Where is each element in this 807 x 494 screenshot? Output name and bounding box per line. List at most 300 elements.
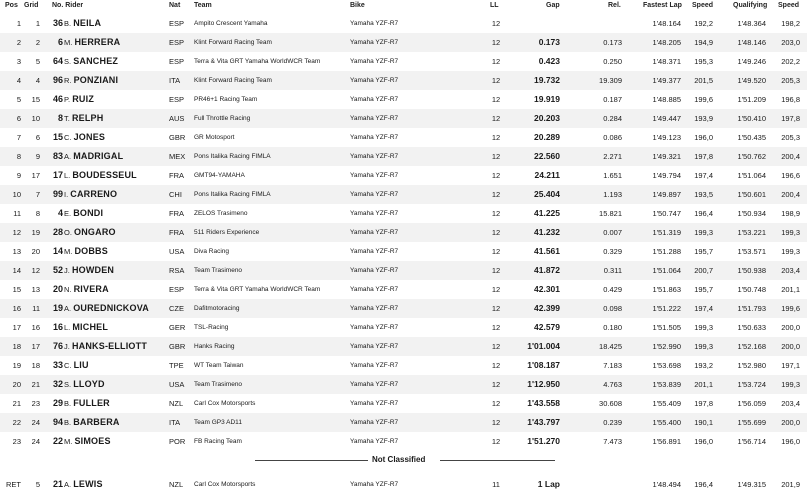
nat-cell: ESP xyxy=(169,285,185,294)
rider-initial: J. xyxy=(64,266,70,275)
rider-number-cell: 36 xyxy=(52,18,63,28)
table-row xyxy=(0,475,807,494)
qualifying-speed-cell: 199,3 xyxy=(781,247,800,256)
header-speed: Speed xyxy=(692,2,714,9)
grid-cell: 2 xyxy=(35,38,40,47)
speed-cell: 201,5 xyxy=(694,76,713,85)
speed-cell: 196,0 xyxy=(694,133,713,142)
rider-initial: L. xyxy=(64,171,71,180)
rider-surname: LEWIS xyxy=(73,479,103,489)
qualifying-speed-cell: 197,1 xyxy=(781,361,800,370)
rider-surname: SANCHEZ xyxy=(73,56,119,66)
fastest-lap-cell: 1'49.123 xyxy=(652,133,681,142)
nat-cell: TPE xyxy=(169,361,184,370)
laps-led-cell: 12 xyxy=(491,57,501,66)
rider-name-cell xyxy=(64,398,110,409)
speed-cell: 199,3 xyxy=(694,228,713,237)
rel-cell: 0.086 xyxy=(603,133,622,142)
pos-cell: 17 xyxy=(12,323,21,332)
rider-name-cell xyxy=(64,417,120,428)
nat-cell: CZE xyxy=(169,304,184,313)
gap-cell: 1'01.004 xyxy=(527,341,560,351)
gap-cell: 24.211 xyxy=(534,170,560,180)
fastest-lap-cell: 1'49.321 xyxy=(652,152,681,161)
speed-cell: 200,7 xyxy=(694,266,713,275)
table-row xyxy=(0,90,807,109)
speed-cell: 190,1 xyxy=(694,418,713,427)
fastest-lap-cell: 1'48.371 xyxy=(652,57,681,66)
table-row xyxy=(0,185,807,204)
pos-cell: 9 xyxy=(16,171,21,180)
qualifying-speed-cell: 205,3 xyxy=(781,76,800,85)
qualifying-cell: 1'50.934 xyxy=(737,209,766,218)
qualifying-speed-cell: 196,6 xyxy=(781,171,800,180)
bike-cell: Yamaha YZF-R7 xyxy=(350,134,399,141)
fastest-lap-cell: 1'53.839 xyxy=(652,380,681,389)
rider-number-cell: 20 xyxy=(52,284,63,294)
team-cell: Klint Forward Racing Team xyxy=(194,77,272,84)
rider-initial: M. xyxy=(64,38,73,47)
qualifying-speed-cell: 196,0 xyxy=(781,437,800,446)
table-row xyxy=(0,14,807,33)
bike-cell: Yamaha YZF-R7 xyxy=(350,438,399,445)
rider-number-cell: 83 xyxy=(52,151,63,161)
bike-cell: Yamaha YZF-R7 xyxy=(350,362,399,369)
grid-cell: 17 xyxy=(31,342,40,351)
pos-cell: 15 xyxy=(12,285,21,294)
rider-initial: N. xyxy=(64,285,72,294)
speed-cell: 193,2 xyxy=(694,361,713,370)
qualifying-cell: 1'55.699 xyxy=(737,418,766,427)
fastest-lap-cell: 1'51.319 xyxy=(652,228,681,237)
rider-name-cell xyxy=(64,132,105,143)
fastest-lap-cell: 1'51.288 xyxy=(652,247,681,256)
fastest-lap-cell: 1'53.698 xyxy=(652,361,681,370)
rel-cell: 18.425 xyxy=(599,342,622,351)
bike-cell: Yamaha YZF-R7 xyxy=(350,400,399,407)
rel-cell: 1.651 xyxy=(603,171,622,180)
rider-surname: LIU xyxy=(73,360,89,370)
bike-cell: Yamaha YZF-R7 xyxy=(350,39,399,46)
bike-cell: Yamaha YZF-R7 xyxy=(350,286,399,293)
qualifying-cell: 1'51.209 xyxy=(737,95,766,104)
nat-cell: GBR xyxy=(169,133,186,142)
header-nat: Nat xyxy=(169,2,181,9)
rel-cell: 0.187 xyxy=(603,95,622,104)
team-cell: PR46+1 Racing Team xyxy=(194,96,258,103)
fastest-lap-cell: 1'51.064 xyxy=(652,266,681,275)
table-row xyxy=(0,128,807,147)
rider-surname: MADRIGAL xyxy=(73,151,124,161)
bike-cell: Yamaha YZF-R7 xyxy=(350,343,399,350)
header-bike: Bike xyxy=(350,2,365,9)
qualifying-speed-cell: 199,3 xyxy=(781,380,800,389)
rel-cell: 19.309 xyxy=(599,76,622,85)
grid-cell: 4 xyxy=(35,76,40,85)
header-no-rider: No. Rider xyxy=(52,2,84,9)
not-classified-label: Not Classified xyxy=(372,455,426,464)
team-cell: Terra & Vita GRT Yamaha WorldWCR Team xyxy=(194,58,321,65)
rider-surname: MICHEL xyxy=(72,322,109,332)
rider-name-cell xyxy=(64,37,120,48)
grid-cell: 13 xyxy=(31,285,40,294)
team-cell: Klint Forward Racing Team xyxy=(194,39,272,46)
qualifying-cell: 1'53.221 xyxy=(737,228,766,237)
qualifying-speed-cell: 203,4 xyxy=(781,266,800,275)
qualifying-cell: 1'53.571 xyxy=(737,247,766,256)
laps-led-cell: 12 xyxy=(491,209,501,218)
rider-initial: M. xyxy=(64,437,73,446)
qualifying-cell: 1'50.748 xyxy=(737,285,766,294)
rider-name-cell xyxy=(64,75,118,86)
rider-number-cell: 4 xyxy=(57,208,63,218)
qualifying-cell: 1'49.520 xyxy=(737,76,766,85)
divider-line-right xyxy=(440,460,555,461)
rider-surname: CARRENO xyxy=(70,189,118,199)
team-cell: Pons Italika Racing FIMLA xyxy=(194,191,271,198)
pos-cell: 4 xyxy=(16,76,21,85)
fastest-lap-cell: 1'55.409 xyxy=(652,399,681,408)
rider-initial: S. xyxy=(64,380,72,389)
nat-cell: GER xyxy=(169,323,186,332)
qualifying-speed-cell: 205,3 xyxy=(781,133,800,142)
pos-cell: 3 xyxy=(16,57,21,66)
laps-led-cell: 12 xyxy=(491,399,501,408)
nat-cell: POR xyxy=(169,437,186,446)
bike-cell: Yamaha YZF-R7 xyxy=(350,77,399,84)
pos-cell: 20 xyxy=(12,380,21,389)
laps-led-cell: 12 xyxy=(491,380,501,389)
qualifying-speed-cell: 200,0 xyxy=(781,342,800,351)
pos-cell: RET xyxy=(6,480,21,489)
rider-surname: NEILA xyxy=(73,18,102,28)
rider-name-cell xyxy=(64,170,137,181)
speed-cell: 197,8 xyxy=(694,399,713,408)
fastest-lap-cell: 1'51.863 xyxy=(652,285,681,294)
pos-cell: 19 xyxy=(12,361,21,370)
nat-cell: USA xyxy=(169,380,185,389)
laps-led-cell: 12 xyxy=(491,228,501,237)
pos-cell: 8 xyxy=(16,152,21,161)
qualifying-cell: 1'50.601 xyxy=(737,190,766,199)
qualifying-cell: 1'49.315 xyxy=(737,480,766,489)
gap-cell: 41.561 xyxy=(534,246,560,256)
table-row xyxy=(0,71,807,90)
rider-number-cell: 21 xyxy=(52,479,63,489)
speed-cell: 196,0 xyxy=(694,437,713,446)
nat-cell: ESP xyxy=(169,95,185,104)
bike-cell: Yamaha YZF-R7 xyxy=(350,115,399,122)
rider-initial: O. xyxy=(64,228,72,237)
rider-number-cell: 94 xyxy=(52,417,63,427)
rider-name-cell xyxy=(64,341,147,352)
rider-surname: RELPH xyxy=(71,113,104,123)
team-cell: Hanks Racing xyxy=(194,343,235,350)
speed-cell: 195,7 xyxy=(694,285,713,294)
bike-cell: Yamaha YZF-R7 xyxy=(350,58,399,65)
table-row xyxy=(0,147,807,166)
table-row xyxy=(0,413,807,432)
rider-initial: B. xyxy=(64,19,72,28)
rel-cell: 0.284 xyxy=(603,114,622,123)
table-header xyxy=(0,0,807,13)
qualifying-speed-cell: 198,2 xyxy=(781,19,800,28)
grid-cell: 12 xyxy=(31,266,40,275)
qualifying-speed-cell: 200,4 xyxy=(781,190,800,199)
team-cell: ZELOS Trasimeno xyxy=(194,210,248,217)
qualifying-cell: 1'48.146 xyxy=(737,38,766,47)
header-team: Team xyxy=(194,2,212,9)
grid-cell: 24 xyxy=(31,437,40,446)
rider-surname: HANKS-ELLIOTT xyxy=(71,341,148,351)
rider-number-cell: 52 xyxy=(52,265,63,275)
fastest-lap-cell: 1'49.794 xyxy=(652,171,681,180)
grid-cell: 17 xyxy=(31,171,40,180)
speed-cell: 195,3 xyxy=(694,57,713,66)
gap-cell: 1'43.797 xyxy=(527,417,560,427)
qualifying-cell: 1'53.724 xyxy=(737,380,766,389)
table-row xyxy=(0,223,807,242)
qualifying-speed-cell: 199,3 xyxy=(781,228,800,237)
rel-cell: 2.271 xyxy=(603,152,622,161)
rider-surname: ONGARO xyxy=(74,227,116,237)
grid-cell: 9 xyxy=(35,152,40,161)
team-cell: Dafitmotoracing xyxy=(194,305,240,312)
grid-cell: 11 xyxy=(32,304,40,313)
rel-cell: 0.173 xyxy=(603,38,622,47)
table-row xyxy=(0,242,807,261)
fastest-lap-cell: 1'55.400 xyxy=(652,418,681,427)
team-cell: GR Motosport xyxy=(194,134,235,141)
rider-number-cell: 15 xyxy=(52,132,63,142)
nat-cell: CHI xyxy=(169,190,182,199)
team-cell: GMT94-YAMAHA xyxy=(194,172,245,179)
grid-cell: 5 xyxy=(35,57,40,66)
qualifying-speed-cell: 197,8 xyxy=(781,114,800,123)
nat-cell: FRA xyxy=(169,228,184,237)
rider-name-cell xyxy=(64,303,149,314)
rider-surname: JONES xyxy=(73,132,106,142)
rider-name-cell xyxy=(64,322,108,333)
rider-initial: P. xyxy=(64,95,71,104)
rider-initial: A. xyxy=(64,152,72,161)
rider-number-cell: 14 xyxy=(52,246,63,256)
team-cell: TSL-Racing xyxy=(194,324,229,331)
rider-initial: T. xyxy=(64,114,70,123)
qualifying-speed-cell: 203,4 xyxy=(781,399,800,408)
team-cell: Full Throttle Racing xyxy=(194,115,251,122)
pos-cell: 10 xyxy=(12,190,21,199)
grid-cell: 10 xyxy=(31,114,40,123)
fastest-lap-cell: 1'51.505 xyxy=(652,323,681,332)
laps-led-cell: 12 xyxy=(491,266,501,275)
qualifying-cell: 1'51.793 xyxy=(737,304,766,313)
bike-cell: Yamaha YZF-R7 xyxy=(350,381,399,388)
laps-led-cell: 12 xyxy=(491,171,501,180)
pos-cell: 11 xyxy=(13,209,21,218)
qualifying-speed-cell: 201,1 xyxy=(781,285,800,294)
qualifying-speed-cell: 196,8 xyxy=(781,95,800,104)
fastest-lap-cell: 1'48.205 xyxy=(652,38,681,47)
gap-cell: 41.872 xyxy=(534,265,560,275)
rel-cell: 0.250 xyxy=(603,57,622,66)
rider-initial: E. xyxy=(64,209,72,218)
qualifying-cell: 1'49.246 xyxy=(737,57,766,66)
divider-line-left xyxy=(255,460,368,461)
laps-led-cell: 12 xyxy=(491,95,501,104)
bike-cell: Yamaha YZF-R7 xyxy=(350,248,399,255)
rider-number-cell: 16 xyxy=(52,322,63,332)
speed-cell: 197,8 xyxy=(694,152,713,161)
pos-cell: 16 xyxy=(12,304,21,313)
rider-number-cell: 19 xyxy=(52,303,63,313)
rider-initial: B. xyxy=(64,399,72,408)
table-row xyxy=(0,375,807,394)
speed-cell: 192,2 xyxy=(694,19,713,28)
rider-initial: C. xyxy=(64,361,72,370)
rider-name-cell xyxy=(64,479,103,490)
team-cell: FB Racing Team xyxy=(194,438,242,445)
rider-initial: R. xyxy=(64,76,72,85)
laps-led-cell: 12 xyxy=(491,38,501,47)
rider-initial: C. xyxy=(64,133,72,142)
pos-cell: 7 xyxy=(16,133,21,142)
rider-name-cell xyxy=(64,227,116,238)
table-row xyxy=(0,337,807,356)
laps-led-cell: 12 xyxy=(491,19,501,28)
qualifying-cell: 1'50.410 xyxy=(737,114,766,123)
speed-cell: 193,9 xyxy=(694,114,713,123)
gap-cell: 41.225 xyxy=(534,208,560,218)
rider-surname: OUREDNICKOVA xyxy=(73,303,149,313)
rider-name-cell xyxy=(64,284,109,295)
qualifying-cell: 1'52.980 xyxy=(737,361,766,370)
table-row xyxy=(0,109,807,128)
rider-number-cell: 33 xyxy=(52,360,63,370)
gap-cell: 20.203 xyxy=(534,113,560,123)
nat-cell: FRA xyxy=(169,209,184,218)
rider-initial: A. xyxy=(64,304,72,313)
rider-surname: RUIZ xyxy=(72,94,95,104)
not-classified-divider xyxy=(0,451,807,470)
rider-surname: LLOYD xyxy=(73,379,105,389)
speed-cell: 196,4 xyxy=(694,209,713,218)
laps-led-cell: 12 xyxy=(491,76,501,85)
bike-cell: Yamaha YZF-R7 xyxy=(350,481,399,488)
speed-cell: 197,4 xyxy=(694,304,713,313)
rider-surname: DOBBS xyxy=(74,246,108,256)
qualifying-cell: 1'52.168 xyxy=(737,342,766,351)
gap-cell: 42.399 xyxy=(534,303,560,313)
rider-number-cell: 22 xyxy=(52,436,63,446)
gap-cell: 25.404 xyxy=(534,189,560,199)
rider-name-cell xyxy=(64,94,94,105)
nat-cell: RSA xyxy=(169,266,185,275)
header-speed-2: Speed xyxy=(778,2,800,9)
pos-cell: 13 xyxy=(12,247,21,256)
gap-cell: 22.560 xyxy=(534,151,560,161)
header-grid: Grid xyxy=(24,2,39,9)
grid-cell: 1 xyxy=(35,19,40,28)
team-cell: Terra & Vita GRT Yamaha WorldWCR Team xyxy=(194,286,321,293)
gap-cell: 0.423 xyxy=(538,56,560,66)
rider-number-cell: 28 xyxy=(52,227,63,237)
table-row xyxy=(0,432,807,451)
qualifying-speed-cell: 200,0 xyxy=(781,323,800,332)
rider-number-cell: 29 xyxy=(52,398,63,408)
grid-cell: 6 xyxy=(35,133,40,142)
header-qualifying: Qualifying xyxy=(733,2,768,9)
grid-cell: 8 xyxy=(35,209,40,218)
speed-cell: 199,6 xyxy=(694,95,713,104)
nat-cell: ESP xyxy=(169,38,185,47)
speed-cell: 196,4 xyxy=(694,480,713,489)
fastest-lap-cell: 1'48.885 xyxy=(652,95,681,104)
nat-cell: MEX xyxy=(169,152,186,161)
rel-cell: 7.473 xyxy=(603,437,622,446)
bike-cell: Yamaha YZF-R7 xyxy=(350,96,399,103)
bike-cell: Yamaha YZF-R7 xyxy=(350,20,399,27)
qualifying-cell: 1'56.714 xyxy=(737,437,766,446)
pos-cell: 14 xyxy=(12,266,21,275)
pos-cell: 1 xyxy=(16,19,21,28)
laps-led-cell: 11 xyxy=(492,480,500,489)
table-row xyxy=(0,261,807,280)
bike-cell: Yamaha YZF-R7 xyxy=(350,153,399,160)
grid-cell: 21 xyxy=(31,380,40,389)
pos-cell: 18 xyxy=(12,342,21,351)
qualifying-cell: 1'50.938 xyxy=(737,266,766,275)
fastest-lap-cell: 1'49.897 xyxy=(652,190,681,199)
rel-cell: 4.763 xyxy=(603,380,622,389)
header-fastest-lap: Fastest Lap xyxy=(643,2,682,9)
grid-cell: 15 xyxy=(31,95,40,104)
laps-led-cell: 12 xyxy=(491,418,501,427)
rider-name-cell xyxy=(64,379,105,390)
grid-cell: 7 xyxy=(35,190,40,199)
table-row xyxy=(0,318,807,337)
gap-cell: 1'08.187 xyxy=(527,360,560,370)
bike-cell: Yamaha YZF-R7 xyxy=(350,172,399,179)
gap-cell: 19.732 xyxy=(534,75,560,85)
rider-number-cell: 32 xyxy=(52,379,63,389)
pos-cell: 23 xyxy=(12,437,21,446)
rider-initial: I. xyxy=(64,190,69,199)
table-row xyxy=(0,280,807,299)
table-row xyxy=(0,394,807,413)
fastest-lap-cell: 1'56.891 xyxy=(652,437,681,446)
rider-surname: BOUDESSEUL xyxy=(72,170,137,180)
qualifying-cell: 1'51.064 xyxy=(737,171,766,180)
rel-cell: 15.821 xyxy=(599,209,622,218)
grid-cell: 23 xyxy=(31,399,40,408)
rel-cell: 0.098 xyxy=(603,304,622,313)
rider-number-cell: 17 xyxy=(52,170,63,180)
rel-cell: 30.608 xyxy=(599,399,622,408)
gap-cell: 42.301 xyxy=(534,284,560,294)
fastest-lap-cell: 1'51.222 xyxy=(652,304,681,313)
laps-led-cell: 12 xyxy=(491,285,501,294)
speed-cell: 201,1 xyxy=(694,380,713,389)
qualifying-cell: 1'50.633 xyxy=(737,323,766,332)
fastest-lap-cell: 1'52.990 xyxy=(652,342,681,351)
team-cell: Diva Racing xyxy=(194,248,230,255)
nat-cell: FRA xyxy=(169,171,184,180)
team-cell: Carl Cox Motorsports xyxy=(194,481,256,488)
rider-name-cell xyxy=(64,18,101,29)
nat-cell: USA xyxy=(169,247,185,256)
laps-led-cell: 12 xyxy=(491,323,501,332)
